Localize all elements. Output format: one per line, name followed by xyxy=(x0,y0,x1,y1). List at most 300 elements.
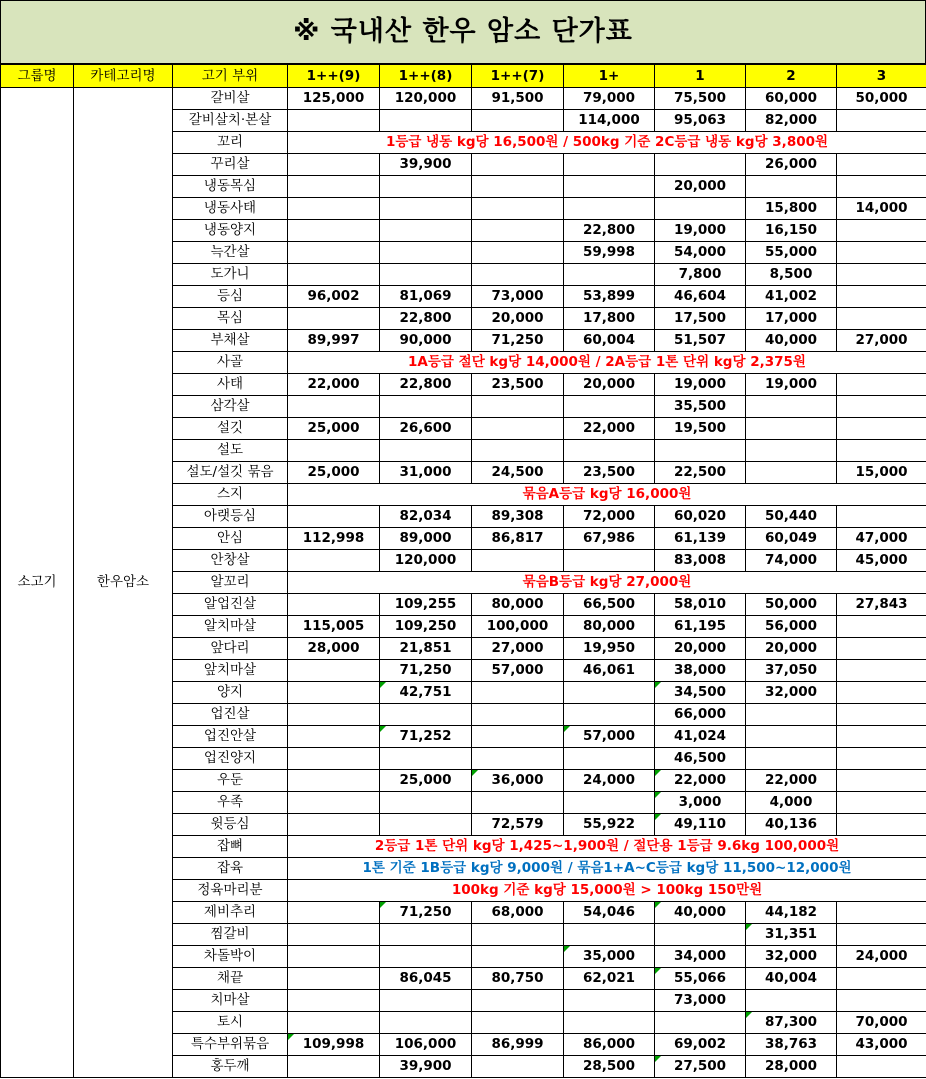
price-cell[interactable] xyxy=(837,814,926,836)
price-cell[interactable]: 53,899 xyxy=(564,286,655,308)
price-cell[interactable]: 73,000 xyxy=(655,990,746,1012)
price-cell[interactable] xyxy=(472,110,564,132)
header-grade-2[interactable]: 2 xyxy=(746,65,837,88)
category-cell[interactable]: 한우암소 xyxy=(74,88,173,1078)
part-cell[interactable]: 업진양지 xyxy=(173,748,288,770)
header-part[interactable]: 고기 부위 xyxy=(173,65,288,88)
note-cell[interactable]: 묶음A등급 kg당 16,000원 xyxy=(288,484,926,506)
price-cell[interactable] xyxy=(837,308,926,330)
price-cell[interactable] xyxy=(380,748,472,770)
price-cell[interactable]: 20,000 xyxy=(655,176,746,198)
price-cell[interactable] xyxy=(837,990,926,1012)
price-cell[interactable]: 22,500 xyxy=(655,462,746,484)
price-cell[interactable] xyxy=(380,110,472,132)
price-cell[interactable] xyxy=(837,418,926,440)
part-cell[interactable]: 양지 xyxy=(173,682,288,704)
price-cell[interactable]: 109,255 xyxy=(380,594,472,616)
price-cell[interactable]: 86,000 xyxy=(564,1034,655,1056)
price-cell[interactable]: 55,066 xyxy=(655,968,746,990)
price-cell[interactable]: 71,250 xyxy=(380,660,472,682)
price-cell[interactable] xyxy=(746,726,837,748)
price-cell[interactable] xyxy=(380,1012,472,1034)
price-cell[interactable]: 81,069 xyxy=(380,286,472,308)
price-cell[interactable]: 8,500 xyxy=(746,264,837,286)
price-cell[interactable]: 38,763 xyxy=(746,1034,837,1056)
price-cell[interactable] xyxy=(288,594,380,616)
price-cell[interactable] xyxy=(380,990,472,1012)
price-cell[interactable]: 22,000 xyxy=(655,770,746,792)
price-cell[interactable] xyxy=(380,220,472,242)
price-cell[interactable]: 19,950 xyxy=(564,638,655,660)
price-cell[interactable]: 25,000 xyxy=(288,418,380,440)
header-grade-3[interactable]: 3 xyxy=(837,65,926,88)
price-cell[interactable] xyxy=(288,220,380,242)
header-grade-1pp7[interactable]: 1++(7) xyxy=(472,65,564,88)
price-cell[interactable] xyxy=(837,726,926,748)
price-cell[interactable] xyxy=(288,704,380,726)
price-cell[interactable]: 17,000 xyxy=(746,308,837,330)
header-grade-1p[interactable]: 1+ xyxy=(564,65,655,88)
price-cell[interactable]: 46,061 xyxy=(564,660,655,682)
price-cell[interactable] xyxy=(288,726,380,748)
part-cell[interactable]: 등심 xyxy=(173,286,288,308)
price-cell[interactable] xyxy=(564,924,655,946)
price-cell[interactable] xyxy=(472,792,564,814)
price-cell[interactable] xyxy=(380,396,472,418)
price-cell[interactable] xyxy=(837,506,926,528)
price-cell[interactable] xyxy=(837,242,926,264)
price-cell[interactable] xyxy=(472,220,564,242)
price-cell[interactable] xyxy=(837,374,926,396)
price-cell[interactable]: 39,900 xyxy=(380,154,472,176)
price-cell[interactable]: 66,000 xyxy=(655,704,746,726)
price-cell[interactable]: 40,136 xyxy=(746,814,837,836)
price-cell[interactable] xyxy=(288,814,380,836)
price-cell[interactable] xyxy=(746,440,837,462)
price-cell[interactable] xyxy=(288,440,380,462)
price-cell[interactable] xyxy=(472,1056,564,1078)
price-cell[interactable]: 120,000 xyxy=(380,550,472,572)
price-cell[interactable]: 109,998 xyxy=(288,1034,380,1056)
price-cell[interactable] xyxy=(288,198,380,220)
part-cell[interactable]: 업진안살 xyxy=(173,726,288,748)
price-cell[interactable] xyxy=(837,110,926,132)
note-cell[interactable]: 1A등급 절단 kg당 14,000원 / 2A등급 1톤 단위 kg당 2,375원 xyxy=(288,352,926,374)
price-cell[interactable]: 89,000 xyxy=(380,528,472,550)
price-cell[interactable] xyxy=(564,792,655,814)
price-cell[interactable]: 60,049 xyxy=(746,528,837,550)
price-cell[interactable]: 4,000 xyxy=(746,792,837,814)
price-cell[interactable] xyxy=(472,924,564,946)
price-cell[interactable] xyxy=(380,924,472,946)
price-cell[interactable]: 3,000 xyxy=(655,792,746,814)
price-cell[interactable]: 60,004 xyxy=(564,330,655,352)
price-cell[interactable] xyxy=(837,154,926,176)
price-cell[interactable] xyxy=(746,462,837,484)
header-group[interactable]: 그룹명 xyxy=(1,65,74,88)
part-cell[interactable]: 우족 xyxy=(173,792,288,814)
price-cell[interactable]: 20,000 xyxy=(655,638,746,660)
price-cell[interactable] xyxy=(564,264,655,286)
price-cell[interactable] xyxy=(837,616,926,638)
price-cell[interactable] xyxy=(564,682,655,704)
part-cell[interactable]: 앞다리 xyxy=(173,638,288,660)
price-cell[interactable]: 21,851 xyxy=(380,638,472,660)
price-cell[interactable] xyxy=(472,264,564,286)
price-cell[interactable] xyxy=(564,176,655,198)
price-cell[interactable]: 46,604 xyxy=(655,286,746,308)
price-cell[interactable] xyxy=(472,418,564,440)
price-cell[interactable]: 71,250 xyxy=(380,902,472,924)
price-cell[interactable]: 82,034 xyxy=(380,506,472,528)
price-cell[interactable] xyxy=(288,176,380,198)
price-cell[interactable]: 38,000 xyxy=(655,660,746,682)
price-cell[interactable] xyxy=(380,704,472,726)
price-cell[interactable] xyxy=(380,264,472,286)
part-cell[interactable]: 도가니 xyxy=(173,264,288,286)
price-cell[interactable]: 80,000 xyxy=(564,616,655,638)
price-cell[interactable]: 25,000 xyxy=(380,770,472,792)
price-cell[interactable]: 56,000 xyxy=(746,616,837,638)
price-cell[interactable] xyxy=(837,286,926,308)
price-cell[interactable]: 51,507 xyxy=(655,330,746,352)
price-cell[interactable] xyxy=(837,792,926,814)
price-cell[interactable] xyxy=(288,264,380,286)
part-cell[interactable]: 스지 xyxy=(173,484,288,506)
price-cell[interactable]: 19,000 xyxy=(655,374,746,396)
price-cell[interactable] xyxy=(564,396,655,418)
price-cell[interactable]: 57,000 xyxy=(472,660,564,682)
price-cell[interactable]: 26,600 xyxy=(380,418,472,440)
price-cell[interactable]: 31,351 xyxy=(746,924,837,946)
price-cell[interactable]: 41,024 xyxy=(655,726,746,748)
price-cell[interactable]: 28,000 xyxy=(288,638,380,660)
price-cell[interactable]: 37,050 xyxy=(746,660,837,682)
price-cell[interactable] xyxy=(472,198,564,220)
price-cell[interactable]: 60,000 xyxy=(746,88,837,110)
price-cell[interactable]: 59,998 xyxy=(564,242,655,264)
price-cell[interactable]: 24,000 xyxy=(564,770,655,792)
price-cell[interactable]: 87,300 xyxy=(746,1012,837,1034)
price-cell[interactable] xyxy=(472,242,564,264)
price-cell[interactable]: 58,010 xyxy=(655,594,746,616)
price-cell[interactable] xyxy=(472,1012,564,1034)
price-cell[interactable]: 22,800 xyxy=(380,374,472,396)
group-cell[interactable]: 소고기 xyxy=(1,88,74,1078)
price-cell[interactable]: 49,110 xyxy=(655,814,746,836)
price-cell[interactable]: 57,000 xyxy=(564,726,655,748)
price-cell[interactable] xyxy=(380,946,472,968)
price-cell[interactable] xyxy=(837,660,926,682)
price-cell[interactable]: 40,000 xyxy=(746,330,837,352)
header-grade-1pp9[interactable]: 1++(9) xyxy=(288,65,380,88)
price-cell[interactable] xyxy=(288,110,380,132)
part-cell[interactable]: 알치마살 xyxy=(173,616,288,638)
price-cell[interactable]: 20,000 xyxy=(746,638,837,660)
price-cell[interactable]: 112,998 xyxy=(288,528,380,550)
price-cell[interactable] xyxy=(837,748,926,770)
price-cell[interactable]: 55,922 xyxy=(564,814,655,836)
part-cell[interactable]: 업진살 xyxy=(173,704,288,726)
price-cell[interactable]: 120,000 xyxy=(380,88,472,110)
price-cell[interactable] xyxy=(380,242,472,264)
price-cell[interactable]: 61,139 xyxy=(655,528,746,550)
part-cell[interactable]: 윗등심 xyxy=(173,814,288,836)
price-cell[interactable]: 28,000 xyxy=(746,1056,837,1078)
price-cell[interactable] xyxy=(837,704,926,726)
price-cell[interactable]: 54,000 xyxy=(655,242,746,264)
price-cell[interactable]: 17,800 xyxy=(564,308,655,330)
part-cell[interactable]: 설도 xyxy=(173,440,288,462)
price-cell[interactable]: 24,500 xyxy=(472,462,564,484)
price-cell[interactable]: 17,500 xyxy=(655,308,746,330)
price-cell[interactable]: 32,000 xyxy=(746,682,837,704)
part-cell[interactable]: 안심 xyxy=(173,528,288,550)
price-cell[interactable]: 43,000 xyxy=(837,1034,926,1056)
part-cell[interactable]: 잡육 xyxy=(173,858,288,880)
price-cell[interactable] xyxy=(655,924,746,946)
part-cell[interactable]: 잡뼈 xyxy=(173,836,288,858)
price-cell[interactable] xyxy=(380,792,472,814)
price-cell[interactable] xyxy=(837,1056,926,1078)
price-cell[interactable]: 91,500 xyxy=(472,88,564,110)
price-cell[interactable]: 47,000 xyxy=(837,528,926,550)
price-cell[interactable] xyxy=(837,220,926,242)
price-cell[interactable] xyxy=(564,990,655,1012)
part-cell[interactable]: 갈비살 xyxy=(173,88,288,110)
price-cell[interactable] xyxy=(837,682,926,704)
price-cell[interactable]: 22,000 xyxy=(288,374,380,396)
price-cell[interactable] xyxy=(472,946,564,968)
price-cell[interactable]: 86,817 xyxy=(472,528,564,550)
price-cell[interactable]: 14,000 xyxy=(837,198,926,220)
header-grade-1pp8[interactable]: 1++(8) xyxy=(380,65,472,88)
price-cell[interactable]: 23,500 xyxy=(564,462,655,484)
price-cell[interactable] xyxy=(746,418,837,440)
note-cell[interactable]: 2등급 1톤 단위 kg당 1,425~1,900원 / 절단용 1등급 9.6kg 100,000원 xyxy=(288,836,926,858)
price-cell[interactable]: 23,500 xyxy=(472,374,564,396)
part-cell[interactable]: 안창살 xyxy=(173,550,288,572)
part-cell[interactable]: 채끝 xyxy=(173,968,288,990)
price-cell[interactable]: 15,800 xyxy=(746,198,837,220)
part-cell[interactable]: 꾸리살 xyxy=(173,154,288,176)
price-cell[interactable]: 68,000 xyxy=(472,902,564,924)
price-cell[interactable]: 69,002 xyxy=(655,1034,746,1056)
price-cell[interactable] xyxy=(837,770,926,792)
price-cell[interactable] xyxy=(746,176,837,198)
price-cell[interactable]: 75,500 xyxy=(655,88,746,110)
price-cell[interactable]: 40,000 xyxy=(655,902,746,924)
price-cell[interactable]: 34,500 xyxy=(655,682,746,704)
price-cell[interactable]: 22,000 xyxy=(746,770,837,792)
price-cell[interactable]: 46,500 xyxy=(655,748,746,770)
price-cell[interactable] xyxy=(837,264,926,286)
price-cell[interactable]: 20,000 xyxy=(564,374,655,396)
price-cell[interactable]: 80,000 xyxy=(472,594,564,616)
price-cell[interactable] xyxy=(472,154,564,176)
price-cell[interactable] xyxy=(288,660,380,682)
price-cell[interactable] xyxy=(380,814,472,836)
price-cell[interactable]: 67,986 xyxy=(564,528,655,550)
price-cell[interactable]: 15,000 xyxy=(837,462,926,484)
price-cell[interactable]: 27,000 xyxy=(837,330,926,352)
price-cell[interactable] xyxy=(837,638,926,660)
price-cell[interactable]: 83,008 xyxy=(655,550,746,572)
price-cell[interactable]: 7,800 xyxy=(655,264,746,286)
price-cell[interactable] xyxy=(564,154,655,176)
price-cell[interactable] xyxy=(746,704,837,726)
price-cell[interactable] xyxy=(746,396,837,418)
note-cell[interactable]: 100kg 기준 kg당 15,000원 > 100kg 150만원 xyxy=(288,880,926,902)
part-cell[interactable]: 냉동목심 xyxy=(173,176,288,198)
price-cell[interactable]: 62,021 xyxy=(564,968,655,990)
price-cell[interactable]: 28,500 xyxy=(564,1056,655,1078)
price-cell[interactable] xyxy=(288,1012,380,1034)
price-cell[interactable] xyxy=(472,396,564,418)
price-cell[interactable] xyxy=(472,176,564,198)
price-cell[interactable]: 50,440 xyxy=(746,506,837,528)
price-cell[interactable]: 70,000 xyxy=(837,1012,926,1034)
price-cell[interactable]: 80,750 xyxy=(472,968,564,990)
header-category[interactable]: 카테고리명 xyxy=(74,65,173,88)
note-cell[interactable]: 묶음B등급 kg당 27,000원 xyxy=(288,572,926,594)
price-cell[interactable] xyxy=(288,990,380,1012)
part-cell[interactable]: 아랫등심 xyxy=(173,506,288,528)
part-cell[interactable]: 찜갈비 xyxy=(173,924,288,946)
price-cell[interactable]: 44,182 xyxy=(746,902,837,924)
price-cell[interactable] xyxy=(746,990,837,1012)
price-cell[interactable]: 106,000 xyxy=(380,1034,472,1056)
price-cell[interactable]: 96,002 xyxy=(288,286,380,308)
part-cell[interactable]: 알업진살 xyxy=(173,594,288,616)
note-cell[interactable]: 1등급 냉동 kg당 16,500원 / 500kg 기준 2C등급 냉동 kg당 3,800원 xyxy=(288,132,926,154)
price-cell[interactable] xyxy=(837,176,926,198)
price-cell[interactable] xyxy=(837,924,926,946)
price-cell[interactable]: 74,000 xyxy=(746,550,837,572)
price-cell[interactable]: 72,000 xyxy=(564,506,655,528)
price-cell[interactable]: 55,000 xyxy=(746,242,837,264)
price-cell[interactable]: 109,250 xyxy=(380,616,472,638)
price-cell[interactable] xyxy=(564,1012,655,1034)
price-cell[interactable] xyxy=(837,902,926,924)
price-cell[interactable]: 90,000 xyxy=(380,330,472,352)
price-cell[interactable]: 71,250 xyxy=(472,330,564,352)
price-cell[interactable] xyxy=(472,990,564,1012)
part-cell[interactable]: 제비추리 xyxy=(173,902,288,924)
price-cell[interactable]: 35,000 xyxy=(564,946,655,968)
price-cell[interactable]: 73,000 xyxy=(472,286,564,308)
price-cell[interactable]: 42,751 xyxy=(380,682,472,704)
price-cell[interactable]: 40,004 xyxy=(746,968,837,990)
part-cell[interactable]: 앞치마살 xyxy=(173,660,288,682)
part-cell[interactable]: 토시 xyxy=(173,1012,288,1034)
price-cell[interactable]: 114,000 xyxy=(564,110,655,132)
price-cell[interactable]: 50,000 xyxy=(746,594,837,616)
price-cell[interactable]: 71,252 xyxy=(380,726,472,748)
price-cell[interactable]: 39,900 xyxy=(380,1056,472,1078)
price-cell[interactable] xyxy=(837,440,926,462)
price-cell[interactable] xyxy=(564,748,655,770)
price-cell[interactable] xyxy=(288,946,380,968)
price-cell[interactable]: 61,195 xyxy=(655,616,746,638)
price-cell[interactable]: 35,500 xyxy=(655,396,746,418)
price-cell[interactable]: 100,000 xyxy=(472,616,564,638)
price-cell[interactable]: 32,000 xyxy=(746,946,837,968)
price-cell[interactable] xyxy=(472,682,564,704)
price-cell[interactable] xyxy=(380,198,472,220)
price-cell[interactable] xyxy=(288,550,380,572)
price-cell[interactable]: 25,000 xyxy=(288,462,380,484)
price-cell[interactable] xyxy=(655,154,746,176)
price-cell[interactable]: 115,005 xyxy=(288,616,380,638)
price-cell[interactable] xyxy=(564,440,655,462)
note-cell[interactable]: 1톤 기준 1B등급 kg당 9,000원 / 묶음1+A~C등급 kg당 11,500~12,000원 xyxy=(288,858,926,880)
price-cell[interactable]: 79,000 xyxy=(564,88,655,110)
part-cell[interactable]: 삼각살 xyxy=(173,396,288,418)
price-cell[interactable]: 95,063 xyxy=(655,110,746,132)
price-cell[interactable]: 66,500 xyxy=(564,594,655,616)
price-cell[interactable] xyxy=(564,198,655,220)
part-cell[interactable]: 설깃 xyxy=(173,418,288,440)
part-cell[interactable]: 갈비살치·본살 xyxy=(173,110,288,132)
price-cell[interactable] xyxy=(837,968,926,990)
price-cell[interactable] xyxy=(655,1012,746,1034)
price-cell[interactable]: 22,000 xyxy=(564,418,655,440)
price-cell[interactable]: 50,000 xyxy=(837,88,926,110)
part-cell[interactable]: 냉동사태 xyxy=(173,198,288,220)
price-cell[interactable]: 89,308 xyxy=(472,506,564,528)
price-cell[interactable]: 27,500 xyxy=(655,1056,746,1078)
price-cell[interactable] xyxy=(288,968,380,990)
price-cell[interactable] xyxy=(746,748,837,770)
price-cell[interactable]: 20,000 xyxy=(472,308,564,330)
price-cell[interactable] xyxy=(380,440,472,462)
price-cell[interactable]: 86,999 xyxy=(472,1034,564,1056)
price-cell[interactable] xyxy=(288,308,380,330)
price-cell[interactable]: 26,000 xyxy=(746,154,837,176)
part-cell[interactable]: 홍두깨 xyxy=(173,1056,288,1078)
price-cell[interactable]: 45,000 xyxy=(837,550,926,572)
part-cell[interactable]: 목심 xyxy=(173,308,288,330)
price-cell[interactable]: 36,000 xyxy=(472,770,564,792)
part-cell[interactable]: 사태 xyxy=(173,374,288,396)
price-cell[interactable] xyxy=(472,726,564,748)
part-cell[interactable]: 정육마리분 xyxy=(173,880,288,902)
price-cell[interactable]: 27,843 xyxy=(837,594,926,616)
price-cell[interactable]: 24,000 xyxy=(837,946,926,968)
part-cell[interactable]: 사골 xyxy=(173,352,288,374)
price-cell[interactable]: 34,000 xyxy=(655,946,746,968)
part-cell[interactable]: 부채살 xyxy=(173,330,288,352)
price-cell[interactable] xyxy=(655,440,746,462)
price-cell[interactable] xyxy=(472,748,564,770)
part-cell[interactable]: 차돌박이 xyxy=(173,946,288,968)
price-cell[interactable] xyxy=(288,242,380,264)
price-cell[interactable] xyxy=(472,704,564,726)
price-cell[interactable] xyxy=(564,704,655,726)
price-cell[interactable]: 54,046 xyxy=(564,902,655,924)
price-cell[interactable] xyxy=(288,154,380,176)
price-cell[interactable]: 19,500 xyxy=(655,418,746,440)
price-cell[interactable] xyxy=(288,748,380,770)
part-cell[interactable]: 우둔 xyxy=(173,770,288,792)
price-cell[interactable] xyxy=(288,396,380,418)
price-cell[interactable]: 72,579 xyxy=(472,814,564,836)
header-grade-1[interactable]: 1 xyxy=(655,65,746,88)
price-cell[interactable]: 27,000 xyxy=(472,638,564,660)
price-cell[interactable]: 60,020 xyxy=(655,506,746,528)
price-cell[interactable] xyxy=(837,396,926,418)
